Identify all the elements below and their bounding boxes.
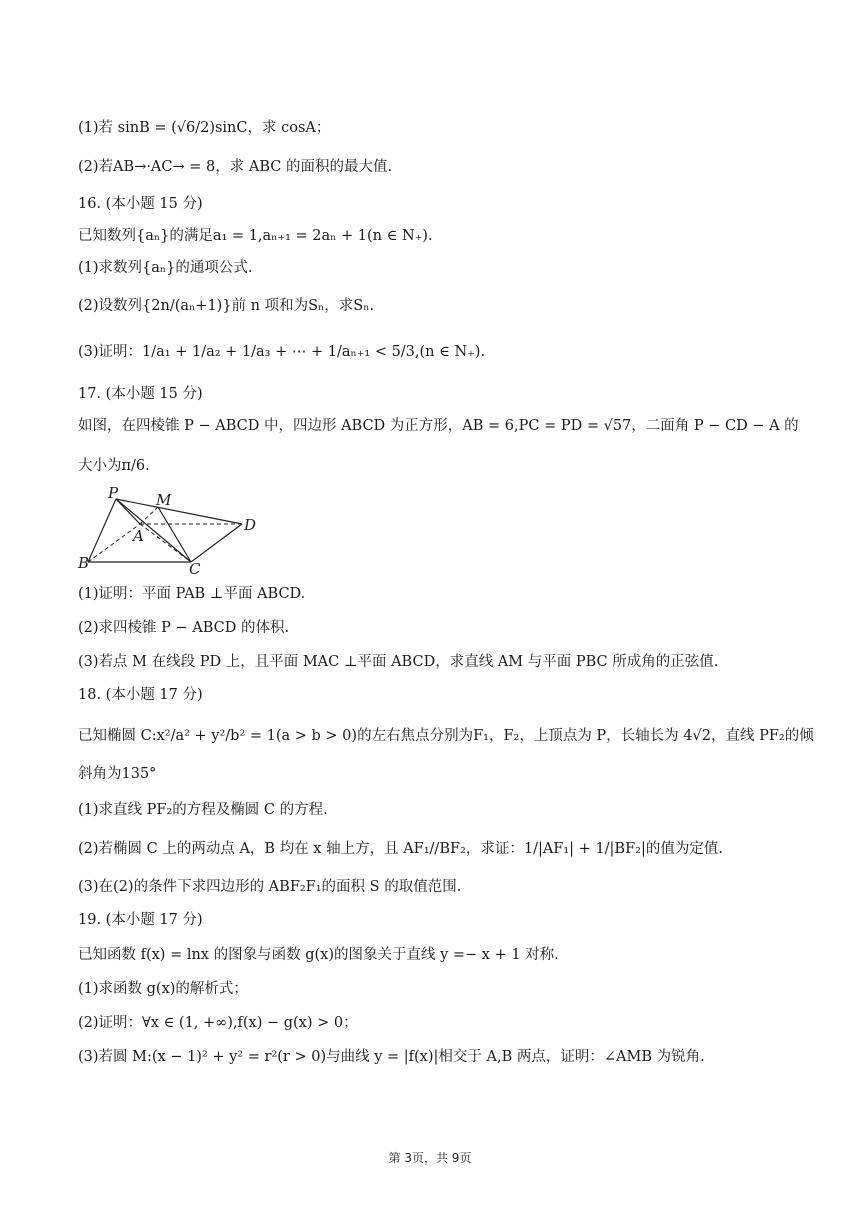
q16-part1: (1)求数列{aₙ}的通项公式. [78,260,253,276]
pyramid-figure [76,486,266,576]
q19-part3: (3)若圆 M:(x − 1)² + y² = r²(r > 0)与曲线 y = |f(x)|相交于 A,B 两点，证明：∠AMB 为锐角. [78,1049,705,1065]
q16-stem: 已知数列{aₙ}的满足a₁ = 1,aₙ₊₁ = 2aₙ + 1(n ∈ N₊). [78,228,433,244]
q17-part3: (3)若点 M 在线段 PD 上，且平面 MAC ⊥平面 ABCD，求直线 AM 与平面 PBC 所成角的正弦值. [78,654,719,670]
q16-part2: (2)设数列{2n/(aₙ+1)}前 n 项和为Sₙ，求Sₙ. [78,298,375,314]
label-B: B [78,554,90,572]
page-footer: 第 3页，共 9页 [388,1151,472,1165]
q17-stem-cont: 大小为π/6. [78,458,150,474]
q18-part1: (1)求直线 PF₂的方程及椭圆 C 的方程. [78,802,328,818]
label-M: M [156,491,172,509]
label-D: D [244,516,257,534]
q19-heading: 19. (本小题 17 分) [78,912,203,928]
q18-stem-cont: 斜角为135° [78,766,157,782]
label-C: C [189,560,201,576]
q19-stem: 已知函数 f(x) = lnx 的图象与函数 g(x)的图象关于直线 y =− x + 1 对称. [78,947,559,963]
label-P: P [108,486,119,502]
q18-stem: 已知椭圆 C:x²/a² + y²/b² = 1(a > b > 0)的左右焦点分别为F₁，F₂，上顶点为 P，长轴长为 4√2，直线 PF₂的倾 [78,728,814,744]
label-A: A [133,527,144,545]
q15-part2: (2)若AB→·AC→ = 8，求 ABC 的面积的最大值. [78,159,393,175]
q17-stem: 如图，在四棱锥 P − ABCD 中，四边形 ABCD 为正方形，AB = 6,PC = PD = √57，二面角 P − CD − A 的 [78,418,799,434]
q16-heading: 16. (本小题 15 分) [78,196,203,212]
q17-part1: (1)证明：平面 PAB ⊥平面 ABCD. [78,586,306,602]
q17-part2: (2)求四棱锥 P − ABCD 的体积. [78,620,290,636]
q17-heading: 17. (本小题 15 分) [78,386,203,402]
q15-part1: (1)若 sinB = (√6/2)sinC，求 cosA； [78,120,331,136]
q18-heading: 18. (本小题 17 分) [78,687,203,703]
q19-part2: (2)证明：∀x ∈ (1, +∞),f(x) − g(x) > 0； [78,1015,358,1031]
q19-part1: (1)求函数 g(x)的解析式； [78,981,248,997]
q18-part3: (3)在(2)的条件下求四边形的 ABF₂F₁的面积 S 的取值范围. [78,879,462,895]
q16-part3: (3)证明：1/a₁ + 1/a₂ + 1/a₃ + ⋯ + 1/aₙ₊₁ < 5/3,(n ∈ N₊). [78,344,486,360]
q18-part2: (2)若椭圆 C 上的两动点 A，B 均在 x 轴上方，且 AF₁//BF₂，求证：1/|AF₁| + 1/|BF₂|的值为定值. [78,841,723,857]
